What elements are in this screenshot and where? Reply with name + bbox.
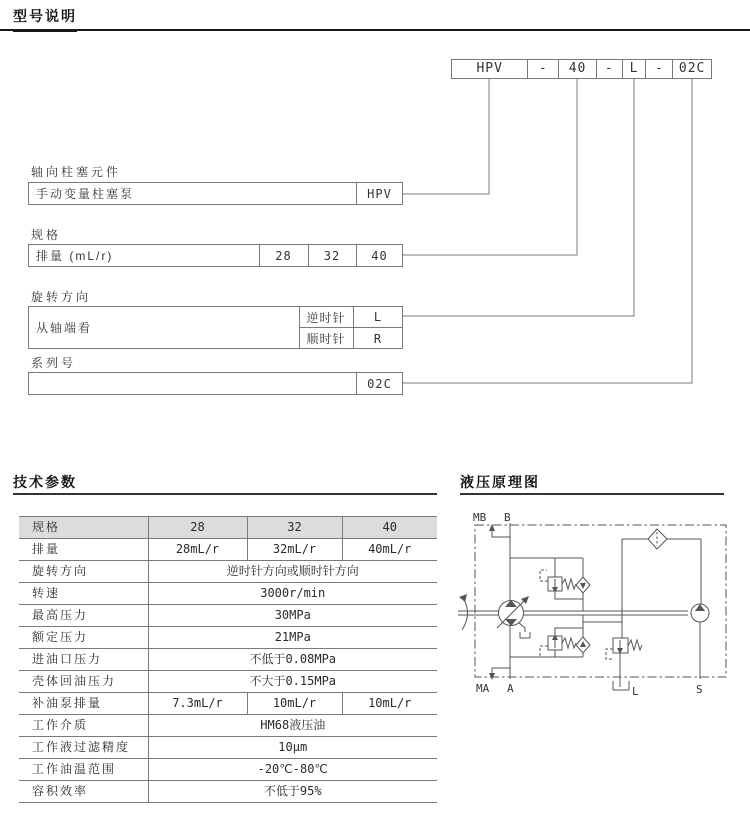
table-row: 工作介质 HM68液压油 (19, 715, 437, 737)
model-seg-dash: - (596, 60, 622, 78)
schematic-section-title: 液压原理图 (460, 474, 540, 490)
charge-relief-spring (628, 640, 642, 650)
lower-relief-pilot (540, 646, 548, 657)
table-row: 工作油温范围 -20℃-80℃ (19, 759, 437, 781)
charge-circuit-lines (622, 539, 701, 679)
tank-symbol (613, 681, 629, 690)
group-label-rotation: 旋转方向 (31, 290, 92, 304)
rotation-cw-label: 顺时针 (306, 332, 346, 346)
table-row: 排量 28mL/r 32mL/r 40mL/r (19, 539, 437, 561)
drive-shaft (458, 611, 688, 615)
series-code: 02C (367, 376, 392, 391)
model-seg-dash: - (527, 60, 558, 78)
pump-type-table (28, 182, 403, 205)
tech-rule (13, 493, 437, 495)
group-label-element: 轴向柱塞元件 (31, 165, 122, 179)
pump-type-code: HPV (367, 186, 392, 201)
gauge-port-ma (492, 668, 510, 676)
tech-section-title: 技术参数 (13, 474, 77, 490)
port-label-ma: MA (476, 682, 490, 695)
lower-relief-spring (562, 638, 576, 648)
displacement-40: 40 (371, 248, 388, 263)
table-row: 工作液过滤精度 10μm (19, 737, 437, 759)
rotation-view-label: 从轴端看 (36, 321, 93, 335)
displacement-32: 32 (323, 248, 341, 263)
charge-relief-pilot (606, 649, 613, 659)
model-seg-dash: - (645, 60, 672, 78)
schematic-rule (460, 493, 724, 495)
model-seg-size: 40 (558, 60, 596, 78)
port-label-s: S (696, 683, 703, 696)
rotation-cw-code: R (373, 331, 383, 346)
displacement-28: 28 (275, 248, 292, 263)
port-label-l: L (632, 685, 639, 698)
displacement-table (28, 244, 403, 267)
port-label-mb: MB (473, 511, 487, 524)
port-label-b: B (504, 511, 511, 524)
table-row: 壳体回油压力 不大于0.15MPa (19, 671, 437, 693)
table-row: 额定压力 21MPa (19, 627, 437, 649)
case-drain (518, 622, 530, 638)
table-row: 补油泵排量 7.3mL/r 10mL/r 10mL/r (19, 693, 437, 715)
upper-relief-spring (562, 579, 576, 589)
series-table (28, 372, 403, 395)
group-label-size: 规格 (31, 228, 62, 242)
page-title: 型号说明 (13, 6, 77, 32)
group-label-series: 系列号 (31, 356, 77, 370)
table-row: 进油口压力 不低于0.08MPa (19, 649, 437, 671)
table-row: 容积效率 不低于95% (19, 781, 437, 803)
tech-parameters-table (19, 516, 437, 803)
upper-relief-pilot (540, 570, 548, 581)
table-row: 规格 28 32 40 (19, 517, 437, 539)
table-row: 旋转方向 逆时针方向或顺时针方向 (19, 561, 437, 583)
pump-type-name: 手动变量柱塞泵 (36, 187, 135, 201)
model-seg-rot: L (622, 60, 646, 78)
rotation-table (28, 306, 403, 349)
model-seg-hpv: HPV (476, 61, 503, 76)
rotation-ccw-label: 逆时针 (306, 310, 346, 325)
port-label-a: A (507, 682, 514, 695)
gauge-port-mb (492, 528, 510, 537)
series-empty (29, 373, 363, 394)
table-row: 转速 3000r/min (19, 583, 437, 605)
upper-relief-lines (510, 558, 583, 611)
hydraulic-circuit-diagram (440, 498, 750, 728)
displacement-label: 排量 (mL/r) (36, 249, 114, 263)
table-row: 最高压力 30MPa (19, 605, 437, 627)
rotation-ccw-code: L (373, 310, 383, 324)
lower-relief-lines (510, 615, 622, 657)
model-seg-series: 02C (672, 60, 711, 78)
